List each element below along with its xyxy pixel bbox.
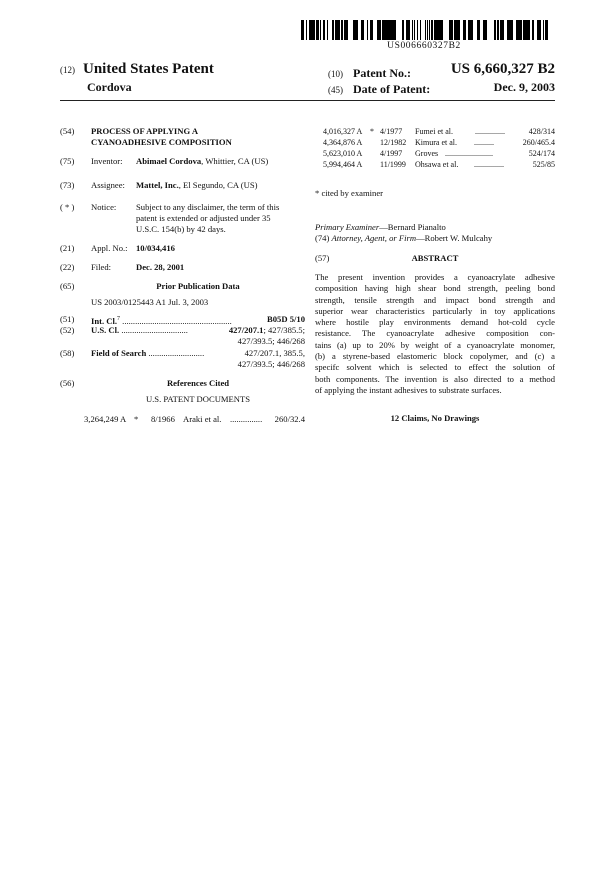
barcode-bar xyxy=(318,20,319,40)
notice-code: ( * ) xyxy=(60,202,75,212)
primary-examiner-value: —Bernard Pianalto xyxy=(379,222,446,232)
barcode-bar xyxy=(478,20,480,40)
ref-number: 5,623,010 A xyxy=(323,149,363,158)
abstract-line: strength, tensile strength and impact bond strength and xyxy=(315,294,555,305)
assignee-name: Mattel, Inc. xyxy=(136,180,179,190)
attorney-value: —Robert W. Mulcahy xyxy=(416,233,493,243)
barcode-bar xyxy=(402,20,404,40)
us-cl-code: (52) xyxy=(60,325,75,335)
barcode-bar xyxy=(311,20,312,40)
barcode-bar xyxy=(412,20,413,40)
barcode-bar xyxy=(537,20,539,40)
abstract-line: tains (a) up to 20% by weight of a cyanoacrylate monomer, xyxy=(315,339,555,350)
ref-date: 8/1966 xyxy=(151,414,175,424)
right-column xyxy=(315,126,555,456)
barcode-bar xyxy=(547,20,548,40)
title-line-1: PROCESS OF APPLYING A xyxy=(91,126,199,136)
barcode-bar xyxy=(463,20,464,40)
field-search-value: 427/207.1, 385.5, xyxy=(244,348,305,358)
barcode-bar xyxy=(345,20,347,40)
primary-examiner xyxy=(315,222,446,233)
barcode-bar xyxy=(451,20,453,40)
attorney-code: (74) xyxy=(315,233,330,243)
barcode-bar xyxy=(323,20,324,40)
barcode-bar xyxy=(431,20,433,40)
us-cl-line-2: 427/393.5; 446/268 xyxy=(237,336,305,346)
barcode-bar xyxy=(456,20,457,40)
patent-number-label: Patent No.: xyxy=(353,66,411,80)
primary-examiner-label: Primary Examiner xyxy=(315,222,380,232)
barcode-bar xyxy=(509,20,511,40)
abstract-line: where hostile play environments demand hot-cold cycle xyxy=(315,317,555,328)
barcode-bar xyxy=(313,20,315,40)
barcode-bar xyxy=(472,20,473,40)
barcode-bar xyxy=(383,20,384,40)
barcode-bar xyxy=(406,20,408,40)
barcode-bar xyxy=(470,20,472,40)
barcode-bar xyxy=(312,20,313,40)
assignee-location: , El Segundo, CA (US) xyxy=(178,180,258,190)
int-cl-dots: ................................................... xyxy=(120,315,232,326)
barcode-bar xyxy=(434,20,435,40)
ref-dots: ............... xyxy=(474,160,504,169)
barcode-bar xyxy=(517,20,518,40)
barcode-bar xyxy=(356,20,358,40)
barcode-bar xyxy=(342,20,343,40)
barcode-bar xyxy=(485,20,487,40)
date-code: (45) xyxy=(328,85,343,95)
attorney-label: Attorney, Agent, or Firm xyxy=(331,233,417,243)
barcode-bar xyxy=(508,20,509,40)
barcode-bar xyxy=(449,20,450,40)
barcode-bar xyxy=(303,20,304,40)
date-of-patent-row xyxy=(328,80,555,98)
appl-no-code: (21) xyxy=(60,243,75,253)
barcode-bar xyxy=(440,20,441,40)
abstract-heading: ABSTRACT xyxy=(411,253,459,263)
ref-star: * xyxy=(370,127,374,136)
barcode-bar xyxy=(521,20,522,40)
barcode-bar xyxy=(469,20,470,40)
attorney-field xyxy=(315,233,492,244)
left-column xyxy=(60,126,305,456)
barcode-bar xyxy=(347,20,348,40)
barcode-bar xyxy=(518,20,519,40)
us-cl-secondary: ; 427/385.5; xyxy=(263,325,305,335)
barcode-bar xyxy=(370,20,371,40)
barcode-bar xyxy=(353,20,354,40)
header-rule xyxy=(60,100,555,101)
filed-label: Filed: xyxy=(91,262,112,272)
abstract-line: of applying the instant adhesives to substrate surfaces. xyxy=(315,384,502,395)
ref-class: 525/85 xyxy=(532,160,555,169)
field-search-label: Field of Search xyxy=(91,348,147,358)
ref-name: Groves xyxy=(415,149,439,158)
barcode-bar xyxy=(335,20,337,40)
barcode-bar xyxy=(441,20,443,40)
refs-subheading: U.S. PATENT DOCUMENTS xyxy=(145,394,251,404)
barcode-bar xyxy=(309,20,310,40)
us-cl-primary: 427/207.1 xyxy=(228,325,264,335)
barcode-bar xyxy=(361,20,363,40)
barcode-bar xyxy=(393,20,394,40)
field-search-line-2: 427/393.5; 446/268 xyxy=(237,359,305,369)
barcode-bar xyxy=(454,20,456,40)
barcode-bar xyxy=(382,20,383,40)
ref-dots: ............... xyxy=(475,127,505,136)
barcode-bar xyxy=(344,20,345,40)
ref-date: 11/1999 xyxy=(380,160,406,169)
barcode-bar xyxy=(494,20,496,40)
barcode-bar xyxy=(539,20,540,40)
abstract-header xyxy=(315,253,555,264)
refs-code: (56) xyxy=(60,378,75,388)
prior-pub-code: (65) xyxy=(60,281,75,291)
barcode-bar xyxy=(316,20,318,40)
ref-star: * xyxy=(134,414,139,424)
barcode-bar xyxy=(377,20,379,40)
title-line-2: CYANOADHESIVE COMPOSITION xyxy=(91,137,232,147)
notice-line-3: U.S.C. 154(b) by 42 days. xyxy=(136,224,226,234)
barcode-bar xyxy=(371,20,373,40)
barcode-bar xyxy=(483,20,485,40)
ref-name: Ohsawa et al. xyxy=(415,160,459,169)
abstract-line: composition having high shear bond strength, peeling bond xyxy=(315,283,555,294)
abstract-text xyxy=(315,272,555,396)
barcode-bar xyxy=(501,20,502,40)
patent-type-title: United States Patent xyxy=(83,61,214,77)
barcode-bar xyxy=(354,20,356,40)
barcode-bar xyxy=(457,20,458,40)
ref-name: Fumei et al. xyxy=(415,127,453,136)
barcode-bar xyxy=(324,20,325,40)
us-cl-label: U.S. Cl. xyxy=(91,325,120,335)
barcode-bar xyxy=(545,20,547,40)
barcode-bar xyxy=(306,20,307,40)
barcode-bar xyxy=(386,20,388,40)
ref-number: 4,364,876 A xyxy=(323,138,363,147)
barcode-bar xyxy=(337,20,338,40)
barcode-bar xyxy=(502,20,504,40)
patent-type-code: (12) xyxy=(60,65,75,75)
inventor-surname: Cordova xyxy=(87,80,132,94)
barcode-bar xyxy=(338,20,340,40)
inventor-location: , Whittier, CA (US) xyxy=(201,156,269,166)
ref-date: 4/1977 xyxy=(380,127,403,136)
claims-summary: 12 Claims, No Drawings xyxy=(390,413,480,423)
barcode-bar xyxy=(367,20,368,40)
assignee-label: Assignee: xyxy=(91,180,125,190)
prior-pub-heading: Prior Publication Data xyxy=(156,281,240,291)
barcode-bar xyxy=(527,20,528,40)
abstract-line: superior wear characteristics particularly in toy applications xyxy=(315,305,555,316)
barcode-bar xyxy=(425,20,426,40)
barcode-bar xyxy=(468,20,469,40)
patent-number-code: (10) xyxy=(328,69,343,79)
ref-dots: ........................ xyxy=(445,149,493,158)
ref-class: 260/32.4 xyxy=(274,414,305,424)
barcode-bar xyxy=(500,20,501,40)
barcode-bar xyxy=(327,20,328,40)
int-cl-value: B05D 5/10 xyxy=(267,314,305,324)
barcode-bar xyxy=(363,20,364,40)
int-cl-label: Int. Cl. xyxy=(91,315,118,326)
us-cl-dots: ............................... xyxy=(119,325,188,335)
patent-number: US 6,660,327 B2 xyxy=(450,61,555,77)
barcode-bar xyxy=(427,20,428,40)
int-cl-edition: 7 xyxy=(117,316,121,322)
barcode-bar xyxy=(429,20,430,40)
barcode-bar xyxy=(395,20,396,40)
barcode-bar xyxy=(516,20,517,40)
appl-no-value: 10/034,416 xyxy=(136,243,175,253)
prior-pub-entry: US 2003/0125443 A1 Jul. 3, 2003 xyxy=(91,297,209,307)
date-of-patent: Dec. 9, 2003 xyxy=(493,80,555,94)
barcode-bar xyxy=(438,20,440,40)
ref-number: 4,016,327 A xyxy=(323,127,363,136)
barcode-bar xyxy=(379,20,381,40)
barcode-bar xyxy=(477,20,478,40)
barcode-bar xyxy=(497,20,499,40)
inventor-code: (75) xyxy=(60,156,75,166)
barcode-number: US006660327B2 xyxy=(387,41,461,51)
barcode-bar xyxy=(391,20,393,40)
title-code: (54) xyxy=(60,126,75,136)
barcode-bar xyxy=(465,20,466,40)
notice-line-2: patent is extended or adjusted under 35 xyxy=(136,213,271,223)
abstract-line: The present invention provides a cyanoacrylate adhesive xyxy=(315,272,555,282)
ref-class: 524/174 xyxy=(528,149,555,158)
barcode-bar xyxy=(543,20,544,40)
patent-type-header xyxy=(60,60,214,78)
ref-class: 260/465.4 xyxy=(522,138,555,147)
int-cl-code: (51) xyxy=(60,314,75,324)
abstract-line: both components. The invention is also directed to a method xyxy=(315,373,555,384)
barcode-bar xyxy=(464,20,465,40)
barcode-bar xyxy=(388,20,390,40)
barcode-bar xyxy=(526,20,527,40)
abstract-code: (57) xyxy=(315,253,330,263)
ref-dots: ............... xyxy=(230,414,263,424)
barcode-bar xyxy=(332,20,333,40)
date-label: Date of Patent: xyxy=(353,82,431,96)
barcode-bar xyxy=(333,20,334,40)
ref-number: 3,264,249 A xyxy=(84,414,127,424)
barcode-bar xyxy=(394,20,395,40)
ref-class: 428/314 xyxy=(528,127,555,136)
inventor-label: Inventor: xyxy=(91,156,123,166)
notice-label: Notice: xyxy=(91,202,117,212)
barcode-bar xyxy=(458,20,460,40)
ref-date: 12/1982 xyxy=(380,138,407,147)
barcode-bar xyxy=(532,20,534,40)
barcode-bar xyxy=(417,20,418,40)
barcode-bar xyxy=(450,20,451,40)
barcode-bar xyxy=(523,20,524,40)
notice-line-1: Subject to any disclaimer, the term of this xyxy=(136,202,280,212)
field-search-dots: .......................... xyxy=(146,348,205,358)
cited-by-examiner: * cited by examiner xyxy=(315,188,384,198)
barcode-bar xyxy=(420,20,421,40)
ref-name: Kimura et al. xyxy=(415,138,457,147)
ref-date: 4/1997 xyxy=(380,149,403,158)
inventor-name: Abimael Cordova xyxy=(136,156,202,166)
barcode-bar xyxy=(408,20,410,40)
abstract-line: (b) a styrene-based elastomeric block copolymer, and (c) a xyxy=(315,351,555,362)
ref-number: 5,994,464 A xyxy=(323,160,363,169)
barcode-bar xyxy=(528,20,530,40)
abstract-line: specifc solvent which is selected to effect the solution of xyxy=(315,362,555,373)
barcode xyxy=(300,20,548,40)
barcode-bar xyxy=(540,20,541,40)
barcode-bar xyxy=(341,20,342,40)
barcode-bar xyxy=(436,20,438,40)
ref-name: Araki et al. xyxy=(183,414,222,424)
appl-no-label: Appl. No.: xyxy=(91,243,128,253)
barcode-bar xyxy=(414,20,415,40)
refs-heading: References Cited xyxy=(166,378,230,388)
barcode-bar xyxy=(435,20,436,40)
ref-dots: .......... xyxy=(474,138,494,147)
abstract-line: resistance. The cyanoacrylate adhesive composition con- xyxy=(315,328,555,339)
barcode-bar xyxy=(384,20,386,40)
barcode-bar xyxy=(320,20,321,40)
barcode-bar xyxy=(519,20,521,40)
barcode-bar xyxy=(524,20,526,40)
barcode-bar xyxy=(511,20,513,40)
barcode-bar xyxy=(301,20,303,40)
barcode-bar xyxy=(390,20,391,40)
barcode-bar xyxy=(507,20,508,40)
filed-code: (22) xyxy=(60,262,75,272)
barcode-bar xyxy=(310,20,311,40)
assignee-code: (73) xyxy=(60,180,75,190)
field-search-code: (58) xyxy=(60,348,75,358)
filed-value: Dec. 28, 2001 xyxy=(136,262,185,272)
